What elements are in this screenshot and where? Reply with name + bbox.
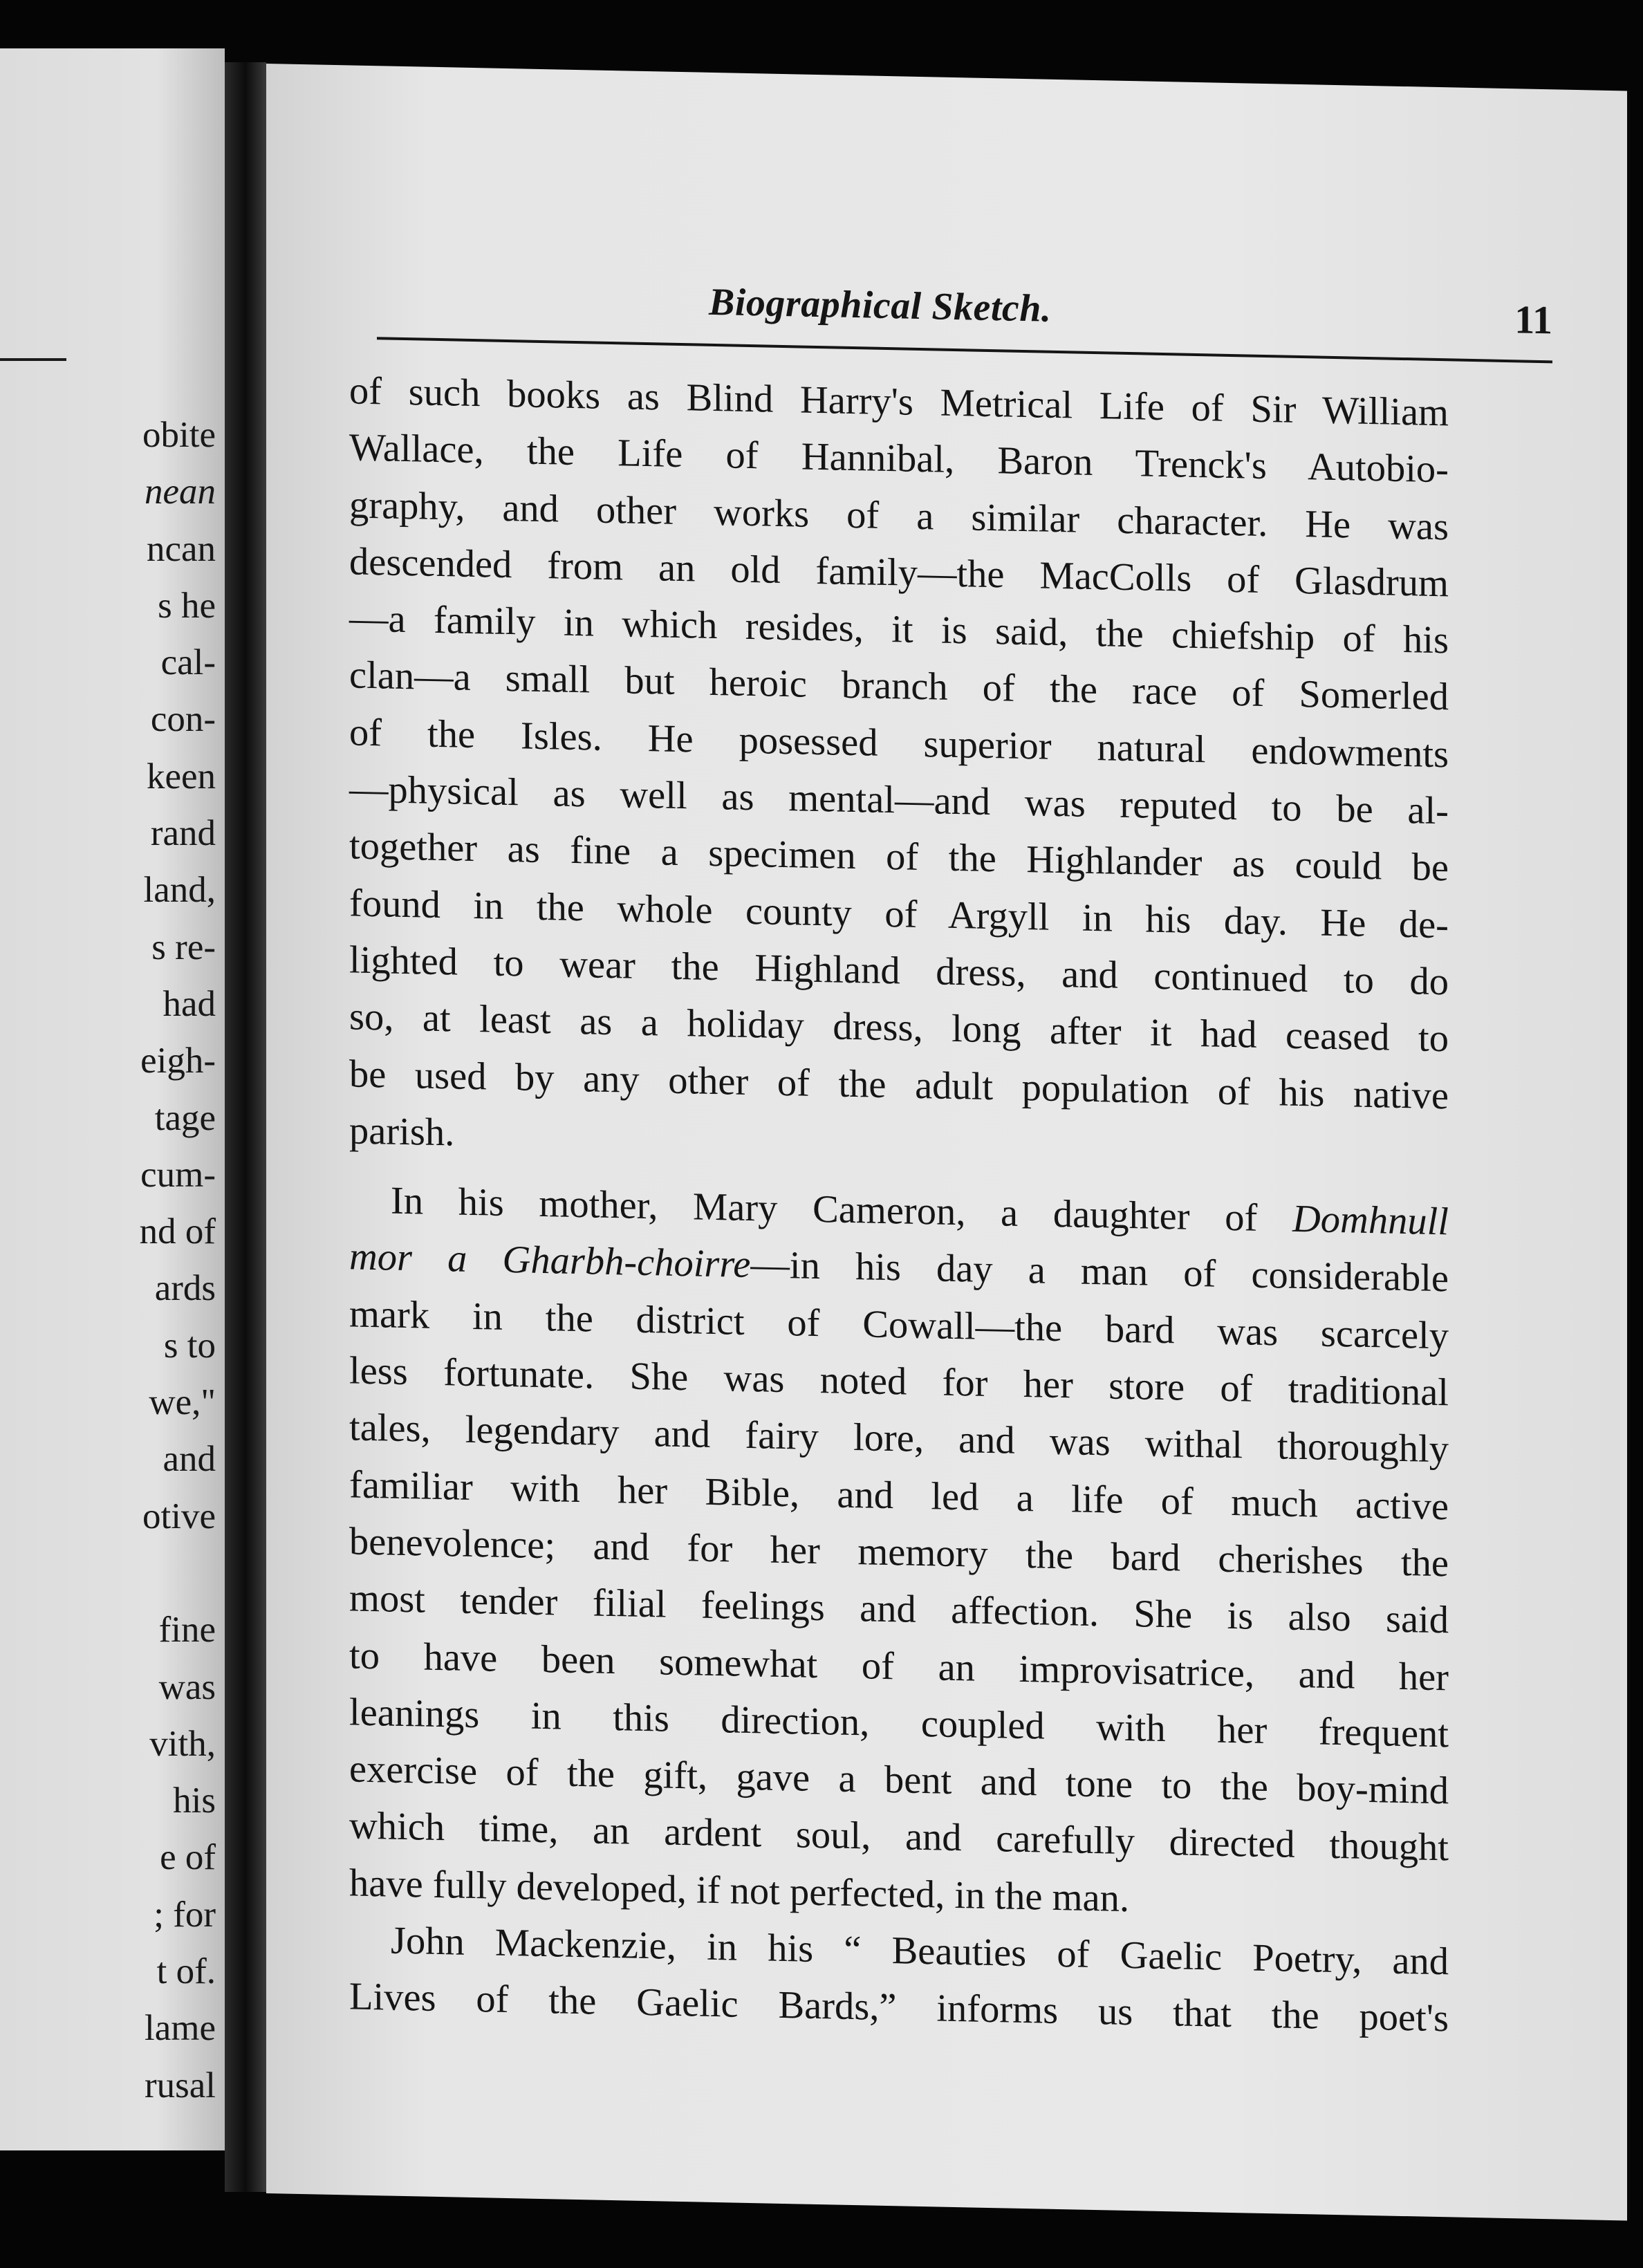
text-line: —physical as well as mental—and was reputed to be al- <box>349 768 1449 833</box>
book-gutter <box>225 62 266 2192</box>
text-line: to have been somewhat of an improvisatrice, and her <box>349 1633 1449 1699</box>
text-line: Lives of the Gaelic Bards,” informs us that the poet's <box>349 1975 1449 2041</box>
left-page-fragment: and <box>163 1439 216 1480</box>
text-line: familiar with her Bible, and led a life of much active <box>349 1463 1449 1528</box>
text-line: benevolence; and for her memory the bard cherishes the <box>349 1520 1449 1586</box>
text-line: tales, legendary and fairy lore, and was withal thoroughly <box>349 1406 1449 1471</box>
paragraph-1 <box>349 362 1449 1181</box>
left-page-fragment: keen <box>146 756 216 797</box>
left-page-fragment: nd of <box>139 1211 216 1252</box>
text-line: so, at least as a holiday dress, long after it had ceased to <box>349 995 1449 1061</box>
text-line: parish. <box>349 1109 455 1155</box>
left-page-fragment: rand <box>150 813 216 854</box>
left-page-fragment: we," <box>149 1382 216 1423</box>
text-line: mark in the district of Cowall—the bard was scarcely <box>349 1292 1449 1358</box>
left-page-fragment: cal- <box>160 642 216 683</box>
left-page-fragment: ; for <box>154 1894 216 1935</box>
text-line: which time, an ardent soul, and carefully directed thought <box>349 1804 1449 1870</box>
text-line: leanings in this direction, coupled with her frequent <box>349 1691 1449 1756</box>
left-page-fragment: cum- <box>140 1154 216 1195</box>
page-header <box>377 273 1552 359</box>
running-title: Biographical Sketch. <box>709 280 1052 331</box>
text-span: In his mother, Mary Cameron, a daughter of <box>391 1179 1292 1240</box>
left-page-fragment: e of <box>160 1837 216 1878</box>
left-page-fragment: his <box>173 1781 216 1821</box>
left-page-fragment: s re- <box>151 927 216 967</box>
left-page-fragment: t of. <box>156 1951 216 1992</box>
left-page-fragment: land, <box>143 870 216 911</box>
text-line: Wallace, the Life of Hannibal, Baron Trenck's Autobio- <box>349 426 1449 492</box>
left-page-fragment: fine <box>158 1610 216 1651</box>
paragraph-3 <box>349 1911 1449 2047</box>
left-page-fragment: had <box>163 983 216 1024</box>
left-page-fragment: vith, <box>149 1723 216 1764</box>
left-page-text-fragments <box>0 407 216 2114</box>
text-line: less fortunate. She was noted for her store of traditional <box>349 1349 1449 1415</box>
body-text <box>349 362 1449 2047</box>
left-page-fragment: s he <box>158 585 216 626</box>
left-page-fragment: lame <box>145 2008 216 2049</box>
left-page-fragment: con- <box>150 699 216 740</box>
text-line: John Mackenzie, in his “ Beauties of Gaelic Poetry, and <box>391 1919 1449 1984</box>
right-page <box>266 64 1627 2221</box>
left-page-fragment <box>0 1545 216 1601</box>
text-line: of the Isles. He posessed superior natural endowments <box>349 711 1449 777</box>
left-page-fragment: ncan <box>146 528 216 569</box>
left-page-fragment: ards <box>154 1268 216 1309</box>
text-line: —a family in which resides, it is said, the chiefship of his <box>349 597 1449 662</box>
text-line: together as fine a specimen of the Highlander as could be <box>349 824 1449 890</box>
left-page-fragment: eigh- <box>140 1041 216 1081</box>
text-line: clan—a small but heroic branch of the race of Somerled <box>349 653 1449 719</box>
left-page-header-rule <box>0 358 66 361</box>
left-page-fragment: otive <box>142 1496 216 1536</box>
italic-name: Domhnull <box>1292 1197 1449 1244</box>
left-page-fragment: tage <box>154 1097 216 1138</box>
paragraph-2 <box>349 1172 1449 1934</box>
text-line: graphy, and other works of a similar character. He was <box>349 483 1449 548</box>
left-page-fragment: was <box>158 1666 216 1707</box>
text-line: of such books as Blind Harry's Metrical Life of Sir William <box>349 369 1449 435</box>
left-page-fragment: rusal <box>144 2065 216 2106</box>
text-line: have fully developed, if not perfected, in the man. <box>349 1861 1130 1920</box>
text-line: exercise of the gift, gave a bent and tone to the boy-mind <box>349 1747 1449 1813</box>
text-line: be used by any other of the adult population of his native <box>349 1052 1449 1117</box>
text-line: descended from an old family—the MacColls of Glasdrum <box>349 540 1449 606</box>
text-line: found in the whole county of Argyll in his day. He de- <box>349 882 1449 947</box>
page-number: 11 <box>1514 297 1552 343</box>
text-span: —in his day a man of considerable <box>750 1243 1449 1301</box>
left-page-fragment: s to <box>163 1325 216 1366</box>
text-line: lighted to wear the Highland dress, and continued to do <box>349 938 1449 1004</box>
left-page <box>0 48 225 2150</box>
italic-name: mor a Gharbh-choirre <box>349 1235 751 1287</box>
left-page-fragment: obite <box>142 415 216 455</box>
text-line: most tender filial feelings and affection. She is also said <box>349 1577 1449 1642</box>
left-page-fragment: nean <box>144 472 216 512</box>
